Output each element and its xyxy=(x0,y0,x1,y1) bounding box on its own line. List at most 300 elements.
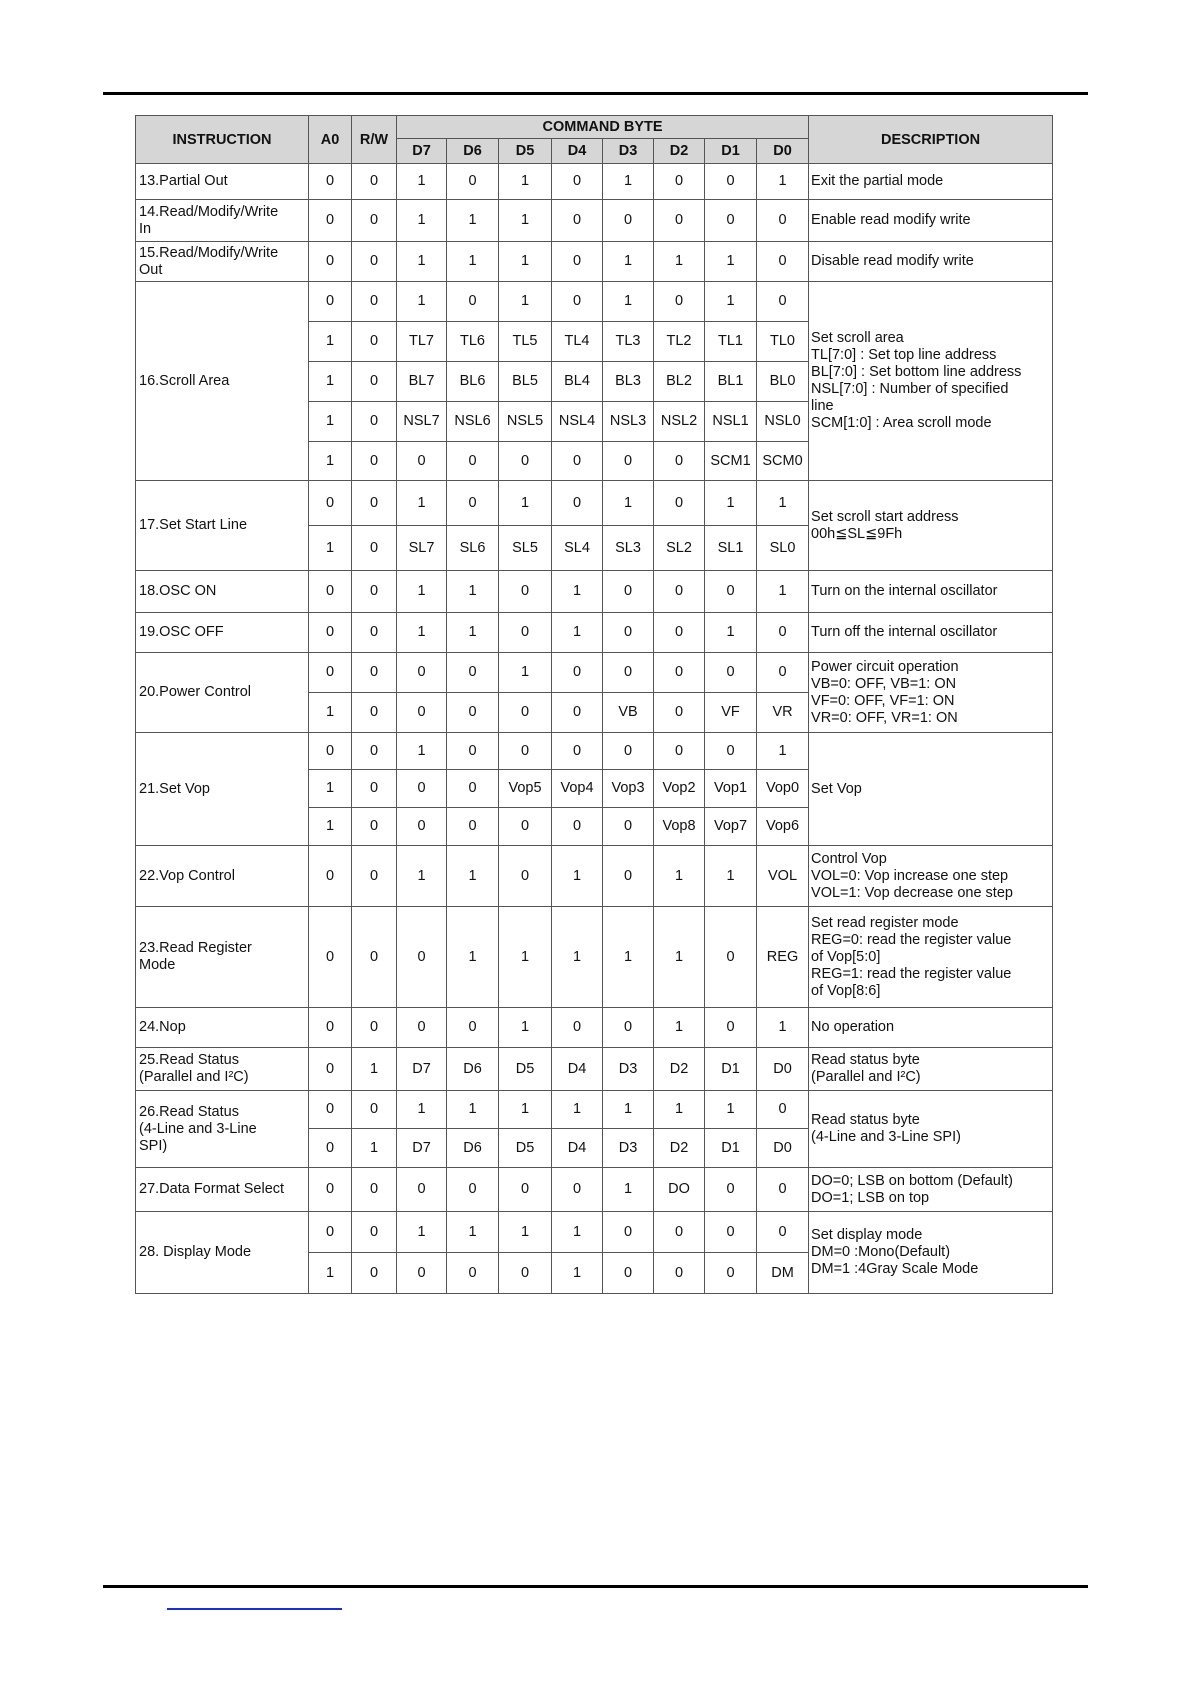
bit-cell-d0: 1 xyxy=(757,1008,809,1048)
bit-cell-d3: 1 xyxy=(603,1091,654,1129)
bit-cell-d7: 1 xyxy=(397,282,447,322)
bit-cell-d4: 0 xyxy=(552,200,603,242)
rw-cell: 0 xyxy=(352,846,397,907)
bit-cell-d1: 0 xyxy=(705,200,757,242)
bit-cell-d6: 0 xyxy=(447,442,499,481)
bit-cell-d1: Vop7 xyxy=(705,808,757,846)
instruction-description: No operation xyxy=(809,1008,1053,1048)
bit-cell-d6: 1 xyxy=(447,200,499,242)
a0-cell: 1 xyxy=(309,442,352,481)
table-row xyxy=(136,1168,1053,1212)
rw-cell: 0 xyxy=(352,1212,397,1253)
bit-cell-d2: Vop2 xyxy=(654,770,705,808)
bit-cell-d1: 0 xyxy=(705,1253,757,1294)
a0-cell: 1 xyxy=(309,693,352,733)
bit-cell-d2: 0 xyxy=(654,282,705,322)
a0-cell: 0 xyxy=(309,571,352,613)
bit-cell-d6: 0 xyxy=(447,733,499,770)
instruction-description: Disable read modify write xyxy=(809,242,1053,282)
bit-cell-d5: 1 xyxy=(499,1091,552,1129)
instruction-name: 14.Read/Modify/Write In xyxy=(136,200,309,242)
bit-cell-d7: 1 xyxy=(397,1091,447,1129)
rw-cell: 0 xyxy=(352,733,397,770)
rw-cell: 1 xyxy=(352,1048,397,1091)
rw-cell: 0 xyxy=(352,362,397,402)
a0-cell: 0 xyxy=(309,1008,352,1048)
instruction-name: 24.Nop xyxy=(136,1008,309,1048)
bit-cell-d6: 0 xyxy=(447,164,499,200)
bit-cell-d7: 0 xyxy=(397,1008,447,1048)
bit-cell-d5: 0 xyxy=(499,808,552,846)
bit-cell-d0: 1 xyxy=(757,481,809,526)
bit-cell-d2: 1 xyxy=(654,242,705,282)
bit-cell-d7: D7 xyxy=(397,1129,447,1168)
instruction-description: Set scroll start address 00h≦SL≦9Fh xyxy=(809,481,1053,571)
bit-cell-d1: 1 xyxy=(705,282,757,322)
bit-cell-d3: 0 xyxy=(603,613,654,653)
bit-cell-d5: SL5 xyxy=(499,526,552,571)
bit-cell-d2: 0 xyxy=(654,653,705,693)
bit-cell-d7: 0 xyxy=(397,1253,447,1294)
bit-cell-d0: VOL xyxy=(757,846,809,907)
bit-cell-d4: 1 xyxy=(552,1253,603,1294)
instruction-description: DO=0; LSB on bottom (Default) DO=1; LSB on top xyxy=(809,1168,1053,1212)
bit-cell-d1: 0 xyxy=(705,1212,757,1253)
instruction-name: 20.Power Control xyxy=(136,653,309,733)
table-row xyxy=(136,282,1053,322)
bit-header-d7: D7 xyxy=(397,139,447,164)
table-row xyxy=(136,907,1053,1008)
bit-cell-d5: 1 xyxy=(499,653,552,693)
bit-cell-d6: 1 xyxy=(447,613,499,653)
bit-cell-d6: 1 xyxy=(447,242,499,282)
bit-cell-d2: 1 xyxy=(654,1008,705,1048)
bit-cell-d2: 0 xyxy=(654,693,705,733)
bit-cell-d7: 0 xyxy=(397,770,447,808)
bit-cell-d2: 1 xyxy=(654,907,705,1008)
bit-cell-d5: NSL5 xyxy=(499,402,552,442)
rw-cell: 0 xyxy=(352,402,397,442)
bit-cell-d7: 0 xyxy=(397,653,447,693)
bit-cell-d3: 1 xyxy=(603,164,654,200)
bit-cell-d5: 0 xyxy=(499,733,552,770)
bit-cell-d5: Vop5 xyxy=(499,770,552,808)
bit-cell-d3: 0 xyxy=(603,1253,654,1294)
bit-cell-d6: 0 xyxy=(447,481,499,526)
bit-cell-d3: 0 xyxy=(603,653,654,693)
bit-header-d5: D5 xyxy=(499,139,552,164)
bit-cell-d1: NSL1 xyxy=(705,402,757,442)
bit-cell-d3: 0 xyxy=(603,1008,654,1048)
bit-cell-d2: 0 xyxy=(654,613,705,653)
bit-cell-d6: 0 xyxy=(447,693,499,733)
bit-cell-d0: 0 xyxy=(757,242,809,282)
bit-cell-d3: 1 xyxy=(603,1168,654,1212)
rw-cell: 0 xyxy=(352,526,397,571)
bit-cell-d5: D5 xyxy=(499,1048,552,1091)
bit-cell-d5: 1 xyxy=(499,282,552,322)
bit-cell-d4: TL4 xyxy=(552,322,603,362)
footer-link[interactable] xyxy=(167,1594,342,1610)
bit-cell-d0: TL0 xyxy=(757,322,809,362)
rw-cell: 0 xyxy=(352,613,397,653)
bit-cell-d2: 0 xyxy=(654,1253,705,1294)
bit-cell-d7: D7 xyxy=(397,1048,447,1091)
bit-cell-d5: 1 xyxy=(499,200,552,242)
bit-cell-d6: TL6 xyxy=(447,322,499,362)
bit-cell-d1: 1 xyxy=(705,846,757,907)
bit-cell-d3: Vop3 xyxy=(603,770,654,808)
bit-cell-d5: 0 xyxy=(499,571,552,613)
a0-cell: 0 xyxy=(309,1168,352,1212)
footer-rule xyxy=(103,1585,1088,1588)
bit-cell-d6: 1 xyxy=(447,571,499,613)
bit-cell-d0: NSL0 xyxy=(757,402,809,442)
bit-cell-d4: 1 xyxy=(552,1212,603,1253)
bit-cell-d7: 0 xyxy=(397,693,447,733)
instruction-description: Set read register mode REG=0: read the register value of Vop[5:0] REG=1: read the register value of Vop[8:6] xyxy=(809,907,1053,1008)
bit-cell-d3: SL3 xyxy=(603,526,654,571)
bit-cell-d7: 1 xyxy=(397,481,447,526)
a0-cell: 0 xyxy=(309,1129,352,1168)
a0-cell: 1 xyxy=(309,808,352,846)
description-header: DESCRIPTION xyxy=(809,116,1053,164)
bit-cell-d7: 0 xyxy=(397,907,447,1008)
bit-header-d2: D2 xyxy=(654,139,705,164)
bit-cell-d6: 1 xyxy=(447,846,499,907)
bit-cell-d1: TL1 xyxy=(705,322,757,362)
bit-cell-d2: BL2 xyxy=(654,362,705,402)
bit-header-d4: D4 xyxy=(552,139,603,164)
bit-cell-d0: BL0 xyxy=(757,362,809,402)
instruction-description: Set scroll area TL[7:0] : Set top line address BL[7:0] : Set bottom line address NSL[7:0] : Number of specified line SCM[1:0] : Area scroll mode xyxy=(809,282,1053,481)
bit-cell-d1: 0 xyxy=(705,907,757,1008)
bit-cell-d1: BL1 xyxy=(705,362,757,402)
bit-cell-d1: VF xyxy=(705,693,757,733)
bit-cell-d7: 1 xyxy=(397,242,447,282)
bit-cell-d7: 0 xyxy=(397,442,447,481)
rw-cell: 0 xyxy=(352,200,397,242)
a0-cell: 0 xyxy=(309,733,352,770)
rw-cell: 0 xyxy=(352,1008,397,1048)
bit-cell-d6: 0 xyxy=(447,1008,499,1048)
bit-cell-d4: 0 xyxy=(552,653,603,693)
rw-cell: 0 xyxy=(352,571,397,613)
bit-cell-d6: 1 xyxy=(447,1212,499,1253)
table-row xyxy=(136,1008,1053,1048)
bit-cell-d4: 0 xyxy=(552,1168,603,1212)
instruction-name: 23.Read Register Mode xyxy=(136,907,309,1008)
bit-cell-d2: 1 xyxy=(654,1091,705,1129)
instruction-name: 26.Read Status (4-Line and 3-Line SPI) xyxy=(136,1091,309,1168)
rw-cell: 0 xyxy=(352,322,397,362)
instruction-name: 17.Set Start Line xyxy=(136,481,309,571)
bit-cell-d1: D1 xyxy=(705,1129,757,1168)
bit-cell-d0: REG xyxy=(757,907,809,1008)
bit-cell-d6: BL6 xyxy=(447,362,499,402)
bit-cell-d2: D2 xyxy=(654,1129,705,1168)
bit-cell-d0: 0 xyxy=(757,1168,809,1212)
rw-cell: 0 xyxy=(352,481,397,526)
bit-cell-d3: NSL3 xyxy=(603,402,654,442)
bit-cell-d3: 0 xyxy=(603,846,654,907)
bit-cell-d1: Vop1 xyxy=(705,770,757,808)
bit-cell-d1: 0 xyxy=(705,164,757,200)
bit-cell-d4: 0 xyxy=(552,242,603,282)
bit-cell-d4: 0 xyxy=(552,481,603,526)
a0-cell: 1 xyxy=(309,770,352,808)
bit-cell-d5: 1 xyxy=(499,481,552,526)
bit-cell-d7: 1 xyxy=(397,1212,447,1253)
table-row xyxy=(136,1091,1053,1129)
bit-cell-d1: 0 xyxy=(705,571,757,613)
bit-cell-d3: TL3 xyxy=(603,322,654,362)
bit-cell-d5: 1 xyxy=(499,907,552,1008)
bit-cell-d6: D6 xyxy=(447,1048,499,1091)
bit-cell-d6: SL6 xyxy=(447,526,499,571)
bit-cell-d0: Vop0 xyxy=(757,770,809,808)
table-row xyxy=(136,846,1053,907)
a0-cell: 0 xyxy=(309,200,352,242)
bit-cell-d4: 0 xyxy=(552,164,603,200)
bit-cell-d5: 1 xyxy=(499,164,552,200)
bit-cell-d6: 0 xyxy=(447,282,499,322)
bit-cell-d6: NSL6 xyxy=(447,402,499,442)
table-row xyxy=(136,481,1053,526)
bit-cell-d4: D4 xyxy=(552,1048,603,1091)
a0-cell: 1 xyxy=(309,322,352,362)
a0-cell: 0 xyxy=(309,1091,352,1129)
rw-cell: 0 xyxy=(352,1253,397,1294)
instruction-description: Set display mode DM=0 :Mono(Default) DM=1 :4Gray Scale Mode xyxy=(809,1212,1053,1294)
bit-cell-d0: DM xyxy=(757,1253,809,1294)
bit-cell-d2: 0 xyxy=(654,442,705,481)
rw-header: R/W xyxy=(352,116,397,164)
bit-cell-d6: 0 xyxy=(447,770,499,808)
instruction-name: 22.Vop Control xyxy=(136,846,309,907)
bit-cell-d3: 0 xyxy=(603,442,654,481)
bit-cell-d4: 1 xyxy=(552,613,603,653)
instruction-description: Exit the partial mode xyxy=(809,164,1053,200)
bit-cell-d6: 0 xyxy=(447,653,499,693)
bit-cell-d1: 0 xyxy=(705,1008,757,1048)
bit-cell-d0: SCM0 xyxy=(757,442,809,481)
bit-cell-d4: 1 xyxy=(552,907,603,1008)
bit-cell-d0: D0 xyxy=(757,1129,809,1168)
bit-cell-d4: 0 xyxy=(552,808,603,846)
bit-cell-d0: 0 xyxy=(757,1212,809,1253)
a0-cell: 0 xyxy=(309,242,352,282)
bit-cell-d0: 1 xyxy=(757,571,809,613)
bit-cell-d3: VB xyxy=(603,693,654,733)
a0-cell: 0 xyxy=(309,613,352,653)
instruction-name: 13.Partial Out xyxy=(136,164,309,200)
bit-cell-d7: TL7 xyxy=(397,322,447,362)
bit-cell-d4: 0 xyxy=(552,1008,603,1048)
instruction-description: Turn off the internal oscillator xyxy=(809,613,1053,653)
rw-cell: 0 xyxy=(352,770,397,808)
bit-cell-d0: 0 xyxy=(757,1091,809,1129)
bit-cell-d6: 1 xyxy=(447,1091,499,1129)
bit-cell-d1: 0 xyxy=(705,1168,757,1212)
bit-cell-d7: 1 xyxy=(397,200,447,242)
bit-cell-d6: 1 xyxy=(447,907,499,1008)
bit-cell-d6: 0 xyxy=(447,808,499,846)
bit-cell-d2: NSL2 xyxy=(654,402,705,442)
instruction-description: Read status byte (Parallel and I²C) xyxy=(809,1048,1053,1091)
bit-cell-d4: NSL4 xyxy=(552,402,603,442)
bit-cell-d7: 1 xyxy=(397,733,447,770)
a0-cell: 1 xyxy=(309,362,352,402)
a0-cell: 1 xyxy=(309,402,352,442)
bit-cell-d0: 1 xyxy=(757,164,809,200)
bit-header-d6: D6 xyxy=(447,139,499,164)
bit-cell-d2: 0 xyxy=(654,200,705,242)
bit-cell-d3: 0 xyxy=(603,808,654,846)
bit-cell-d7: 1 xyxy=(397,571,447,613)
table-row xyxy=(136,653,1053,693)
command-byte-header: COMMAND BYTE xyxy=(397,116,809,139)
bit-cell-d2: 0 xyxy=(654,733,705,770)
rw-cell: 0 xyxy=(352,808,397,846)
bit-cell-d1: SCM1 xyxy=(705,442,757,481)
instruction-name: 27.Data Format Select xyxy=(136,1168,309,1212)
bit-cell-d0: D0 xyxy=(757,1048,809,1091)
bit-cell-d0: 0 xyxy=(757,200,809,242)
bit-cell-d1: 0 xyxy=(705,653,757,693)
bit-cell-d7: NSL7 xyxy=(397,402,447,442)
bit-cell-d6: D6 xyxy=(447,1129,499,1168)
bit-header-d3: D3 xyxy=(603,139,654,164)
bit-cell-d5: 0 xyxy=(499,1253,552,1294)
bit-cell-d1: 1 xyxy=(705,481,757,526)
instruction-name: 21.Set Vop xyxy=(136,733,309,846)
bit-cell-d4: SL4 xyxy=(552,526,603,571)
a0-cell: 0 xyxy=(309,1212,352,1253)
rw-cell: 1 xyxy=(352,1129,397,1168)
bit-cell-d2: 0 xyxy=(654,571,705,613)
bit-cell-d0: 1 xyxy=(757,733,809,770)
bit-cell-d0: VR xyxy=(757,693,809,733)
instruction-name: 15.Read/Modify/Write Out xyxy=(136,242,309,282)
table-row xyxy=(136,571,1053,613)
bit-cell-d4: 0 xyxy=(552,733,603,770)
bit-cell-d7: 1 xyxy=(397,164,447,200)
bit-cell-d0: Vop6 xyxy=(757,808,809,846)
table-body xyxy=(136,164,1053,1294)
bit-cell-d3: 1 xyxy=(603,907,654,1008)
bit-cell-d5: 1 xyxy=(499,1008,552,1048)
bit-cell-d3: 0 xyxy=(603,200,654,242)
bit-cell-d4: BL4 xyxy=(552,362,603,402)
table-header xyxy=(136,116,1053,164)
bit-cell-d1: D1 xyxy=(705,1048,757,1091)
bit-cell-d5: 0 xyxy=(499,442,552,481)
bit-cell-d4: 0 xyxy=(552,282,603,322)
rw-cell: 0 xyxy=(352,1091,397,1129)
bit-cell-d2: SL2 xyxy=(654,526,705,571)
bit-cell-d7: 1 xyxy=(397,613,447,653)
bit-cell-d5: BL5 xyxy=(499,362,552,402)
header-rule xyxy=(103,92,1088,95)
instruction-description: Power circuit operation VB=0: OFF, VB=1: ON VF=0: OFF, VF=1: ON VR=0: OFF, VR=1: ON xyxy=(809,653,1053,733)
bit-cell-d5: 0 xyxy=(499,613,552,653)
a0-cell: 0 xyxy=(309,164,352,200)
a0-cell: 0 xyxy=(309,653,352,693)
bit-cell-d3: D3 xyxy=(603,1129,654,1168)
instruction-description: Control Vop VOL=0: Vop increase one step VOL=1: Vop decrease one step xyxy=(809,846,1053,907)
bit-cell-d0: 0 xyxy=(757,282,809,322)
table-row xyxy=(136,1212,1053,1253)
a0-cell: 1 xyxy=(309,1253,352,1294)
rw-cell: 0 xyxy=(352,242,397,282)
instruction-name: 18.OSC ON xyxy=(136,571,309,613)
bit-cell-d3: 0 xyxy=(603,571,654,613)
a0-cell: 0 xyxy=(309,907,352,1008)
bit-cell-d2: 0 xyxy=(654,1212,705,1253)
bit-cell-d4: 0 xyxy=(552,693,603,733)
bit-cell-d2: TL2 xyxy=(654,322,705,362)
bit-cell-d0: 0 xyxy=(757,613,809,653)
rw-cell: 0 xyxy=(352,164,397,200)
table-row xyxy=(136,200,1053,242)
bit-cell-d2: DO xyxy=(654,1168,705,1212)
instruction-description: Turn on the internal oscillator xyxy=(809,571,1053,613)
instruction-name: 28. Display Mode xyxy=(136,1212,309,1294)
command-table xyxy=(135,115,1053,1294)
bit-cell-d5: 0 xyxy=(499,693,552,733)
instruction-name: 19.OSC OFF xyxy=(136,613,309,653)
bit-cell-d7: SL7 xyxy=(397,526,447,571)
rw-cell: 0 xyxy=(352,442,397,481)
table-row xyxy=(136,1048,1053,1091)
instruction-name: 25.Read Status (Parallel and I²C) xyxy=(136,1048,309,1091)
a0-cell: 0 xyxy=(309,282,352,322)
bit-cell-d4: 1 xyxy=(552,571,603,613)
bit-cell-d2: D2 xyxy=(654,1048,705,1091)
a0-header: A0 xyxy=(309,116,352,164)
bit-cell-d0: 0 xyxy=(757,653,809,693)
instruction-description: Set Vop xyxy=(809,733,1053,846)
bit-cell-d6: 0 xyxy=(447,1168,499,1212)
bit-cell-d4: Vop4 xyxy=(552,770,603,808)
bit-cell-d5: 0 xyxy=(499,1168,552,1212)
instruction-name: 16.Scroll Area xyxy=(136,282,309,481)
bit-cell-d3: 0 xyxy=(603,1212,654,1253)
rw-cell: 0 xyxy=(352,282,397,322)
table-row xyxy=(136,242,1053,282)
bit-cell-d1: SL1 xyxy=(705,526,757,571)
instruction-description: Read status byte (4-Line and 3-Line SPI) xyxy=(809,1091,1053,1168)
rw-cell: 0 xyxy=(352,1168,397,1212)
bit-cell-d5: 1 xyxy=(499,1212,552,1253)
bit-cell-d2: 0 xyxy=(654,481,705,526)
bit-cell-d4: 1 xyxy=(552,1091,603,1129)
bit-header-d0: D0 xyxy=(757,139,809,164)
instruction-description: Enable read modify write xyxy=(809,200,1053,242)
bit-cell-d5: 0 xyxy=(499,846,552,907)
bit-cell-d0: SL0 xyxy=(757,526,809,571)
table-row xyxy=(136,613,1053,653)
bit-cell-d5: TL5 xyxy=(499,322,552,362)
bit-cell-d1: 0 xyxy=(705,733,757,770)
a0-cell: 1 xyxy=(309,526,352,571)
rw-cell: 0 xyxy=(352,907,397,1008)
bit-cell-d7: 1 xyxy=(397,846,447,907)
a0-cell: 0 xyxy=(309,481,352,526)
a0-cell: 0 xyxy=(309,846,352,907)
bit-cell-d3: 1 xyxy=(603,481,654,526)
